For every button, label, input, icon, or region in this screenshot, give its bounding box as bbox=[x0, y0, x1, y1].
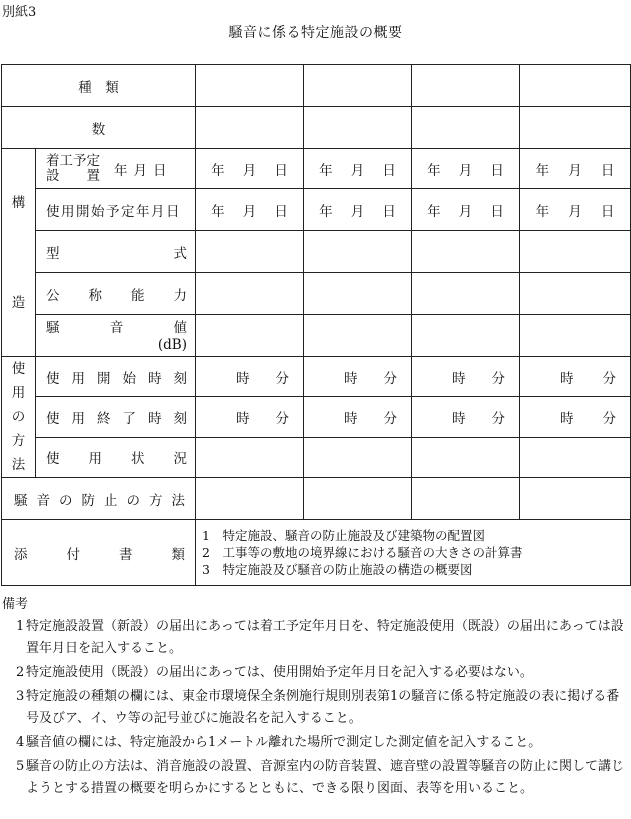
label-count: 数 bbox=[2, 107, 196, 149]
label-noise-value-char: 音 bbox=[109, 319, 124, 336]
label-capacity-char: 力 bbox=[173, 287, 187, 304]
input-cell[interactable] bbox=[304, 107, 412, 149]
input-cell[interactable] bbox=[196, 437, 304, 477]
label-noise-value-char: 騒 bbox=[46, 319, 60, 336]
label-attachment-char: 添 bbox=[14, 546, 28, 563]
label-capacity bbox=[36, 273, 196, 315]
label-model-char: 型 bbox=[46, 245, 60, 262]
label-usage-status-char: 況 bbox=[173, 451, 187, 468]
input-cell[interactable] bbox=[520, 315, 631, 357]
label-attachment bbox=[2, 520, 196, 586]
label-prevention bbox=[2, 478, 196, 520]
label-prevention-char: の bbox=[126, 492, 140, 509]
row-use-start-time bbox=[2, 357, 631, 397]
label-prevention-char: 止 bbox=[104, 492, 118, 509]
time-cell[interactable]: 時 分 bbox=[196, 397, 304, 437]
input-cell[interactable] bbox=[196, 65, 304, 107]
label-use-start-time-char: 開 bbox=[97, 370, 111, 387]
row-count bbox=[2, 107, 631, 149]
input-cell[interactable] bbox=[412, 315, 520, 357]
time-cell[interactable]: 時 分 bbox=[304, 357, 412, 397]
label-start-date-suffix: 年月日 bbox=[114, 162, 173, 179]
row-use-start-date bbox=[2, 189, 631, 231]
input-cell[interactable] bbox=[196, 273, 304, 315]
label-prevention-char: 法 bbox=[171, 492, 185, 509]
input-cell[interactable] bbox=[520, 65, 631, 107]
label-attachment-char: 類 bbox=[171, 546, 185, 563]
time-cell[interactable]: 時 分 bbox=[304, 397, 412, 437]
input-cell[interactable] bbox=[196, 231, 304, 273]
date-cell[interactable]: 年 月 日 bbox=[412, 189, 520, 231]
input-cell[interactable] bbox=[304, 273, 412, 315]
date-cell[interactable]: 年 月 日 bbox=[412, 149, 520, 189]
attachment-item: 2 工事等の敷地の境界線における騒音の大きさの計算書 bbox=[202, 545, 523, 560]
label-noise-value-char: 値 bbox=[173, 319, 187, 336]
label-usage-group-char: 用 bbox=[11, 385, 26, 401]
row-attachment bbox=[2, 520, 631, 586]
attachment-item: 1 特定施設、騒音の防止施設及び建築物の配置図 bbox=[202, 528, 485, 543]
input-cell[interactable] bbox=[412, 437, 520, 477]
remark-note: 1 特定施設設置（新設）の届出にあっては着工予定年月日を、特定施設使用（既設）の届出にあっては設置年月日を記入すること。 bbox=[16, 619, 624, 656]
row-prevention bbox=[2, 478, 631, 520]
label-use-end-time-char: 終 bbox=[97, 410, 111, 427]
label-use-end-time-char: 使 bbox=[46, 410, 60, 427]
input-cell[interactable] bbox=[520, 437, 631, 477]
row-noise-value bbox=[2, 315, 631, 357]
date-cell[interactable]: 年 月 日 bbox=[304, 149, 412, 189]
label-noise-unit: (dB) bbox=[157, 336, 187, 353]
row-use-end-time bbox=[2, 397, 631, 437]
label-use-end-time-char: 了 bbox=[122, 410, 136, 427]
remark-note: 2 特定施設使用（既設）の届出にあっては、使用開始予定年月日を記入する必要はない。 bbox=[16, 665, 533, 680]
remarks-section bbox=[2, 596, 628, 800]
label-usage-group-char: 方 bbox=[11, 433, 26, 449]
input-cell[interactable] bbox=[412, 273, 520, 315]
input-cell[interactable] bbox=[304, 315, 412, 357]
input-cell[interactable] bbox=[412, 231, 520, 273]
label-usage-group bbox=[2, 357, 36, 478]
label-usage-status-char: 使 bbox=[46, 451, 60, 468]
label-use-start-time bbox=[36, 357, 196, 397]
label-use-start-time-char: 時 bbox=[148, 370, 162, 387]
row-start-date bbox=[2, 149, 631, 189]
label-model bbox=[36, 231, 196, 273]
label-prevention-char: 騒 bbox=[14, 492, 28, 509]
row-type bbox=[2, 65, 631, 107]
date-cell[interactable]: 年 月 日 bbox=[520, 189, 631, 231]
label-capacity-char: 称 bbox=[88, 287, 102, 304]
annex-label: 別紙3 bbox=[2, 5, 37, 20]
label-capacity-char: 公 bbox=[46, 287, 60, 304]
row-model bbox=[2, 231, 631, 273]
date-cell[interactable]: 年 月 日 bbox=[196, 189, 304, 231]
remark-note: 4 騒音値の欄には、特定施設から1メートル離れた場所で測定した測定値を記入すること。 bbox=[16, 735, 542, 750]
input-cell[interactable] bbox=[520, 478, 631, 520]
label-use-start-time-char: 始 bbox=[122, 370, 136, 387]
label-prevention-char: の bbox=[59, 492, 73, 509]
label-structure-group bbox=[2, 149, 36, 357]
input-cell[interactable] bbox=[412, 478, 520, 520]
remarks-heading: 備考 bbox=[2, 597, 29, 612]
label-prevention-char: 方 bbox=[149, 492, 163, 509]
label-attachment-char: 付 bbox=[66, 546, 80, 563]
label-start-date-line1: 着工予定 bbox=[46, 152, 100, 169]
attachment-item: 3 特定施設及び騒音の防止施設の構造の概要図 bbox=[202, 562, 473, 577]
input-cell[interactable] bbox=[520, 231, 631, 273]
label-type: 種 類 bbox=[2, 65, 196, 107]
input-cell[interactable] bbox=[412, 107, 520, 149]
label-prevention-char: 音 bbox=[36, 492, 50, 509]
input-cell[interactable] bbox=[196, 107, 304, 149]
label-use-end-time-char: 刻 bbox=[173, 410, 187, 427]
time-cell[interactable]: 時 分 bbox=[412, 357, 520, 397]
label-start-date bbox=[36, 149, 196, 189]
input-cell[interactable] bbox=[304, 478, 412, 520]
label-use-end-time-char: 時 bbox=[148, 410, 162, 427]
date-cell[interactable]: 年 月 日 bbox=[520, 149, 631, 189]
date-cell[interactable]: 年 月 日 bbox=[196, 149, 304, 189]
time-cell[interactable]: 時 分 bbox=[520, 357, 631, 397]
label-use-end-time bbox=[36, 397, 196, 437]
label-use-end-time-char: 用 bbox=[71, 410, 85, 427]
remark-note: 5 騒音の防止の方法は、消音施設の設置、音源室内の防音装置、遮音壁の設置等騒音の防止に関して講じようとする措置の概要を明らかにするとともに、できる限り図面、表等を用いること。 bbox=[16, 759, 625, 796]
label-start-date-line2: 設 置 bbox=[46, 167, 100, 184]
label-use-start-time-char: 刻 bbox=[173, 370, 187, 387]
page-title: 騒音に係る特定施設の概要 bbox=[228, 25, 403, 41]
label-prevention-char: 防 bbox=[81, 492, 95, 509]
facility-form-table bbox=[1, 64, 631, 586]
row-capacity bbox=[2, 273, 631, 315]
label-capacity-char: 能 bbox=[131, 287, 145, 304]
label-usage-group-char: 使 bbox=[11, 361, 26, 377]
attachment-list bbox=[196, 520, 631, 586]
input-cell[interactable] bbox=[304, 231, 412, 273]
time-cell[interactable]: 時 分 bbox=[412, 397, 520, 437]
label-use-start-time-char: 使 bbox=[46, 370, 60, 387]
label-usage-status-char: 用 bbox=[88, 451, 102, 468]
label-usage-group-char: 法 bbox=[11, 457, 26, 473]
label-attachment-char: 書 bbox=[119, 546, 133, 563]
input-cell[interactable] bbox=[196, 478, 304, 520]
label-structure-char: 造 bbox=[11, 294, 26, 311]
label-structure-char: 構 bbox=[11, 194, 26, 211]
input-cell[interactable] bbox=[196, 315, 304, 357]
remark-note: 3 特定施設の種類の欄には、東金市環境保全条例施行規則別表第1の騒音に係る特定施設の表に掲げる番号及びア、イ、ウ等の記号並びに施設名を記入すること。 bbox=[16, 689, 620, 726]
time-cell[interactable]: 時 分 bbox=[196, 357, 304, 397]
input-cell[interactable] bbox=[304, 437, 412, 477]
date-cell[interactable]: 年 月 日 bbox=[304, 189, 412, 231]
input-cell[interactable] bbox=[520, 107, 631, 149]
label-use-start-date: 使用開始予定年月日 bbox=[36, 189, 196, 231]
label-noise-value bbox=[36, 315, 196, 357]
label-usage-group-char: の bbox=[11, 409, 26, 425]
input-cell[interactable] bbox=[520, 273, 631, 315]
label-usage-status bbox=[36, 437, 196, 477]
label-use-start-time-char: 用 bbox=[71, 370, 85, 387]
label-usage-status-char: 状 bbox=[131, 451, 145, 468]
input-cell[interactable] bbox=[304, 65, 412, 107]
time-cell[interactable]: 時 分 bbox=[520, 397, 631, 437]
row-usage-status bbox=[2, 437, 631, 477]
label-model-char: 式 bbox=[173, 245, 187, 262]
input-cell[interactable] bbox=[412, 65, 520, 107]
